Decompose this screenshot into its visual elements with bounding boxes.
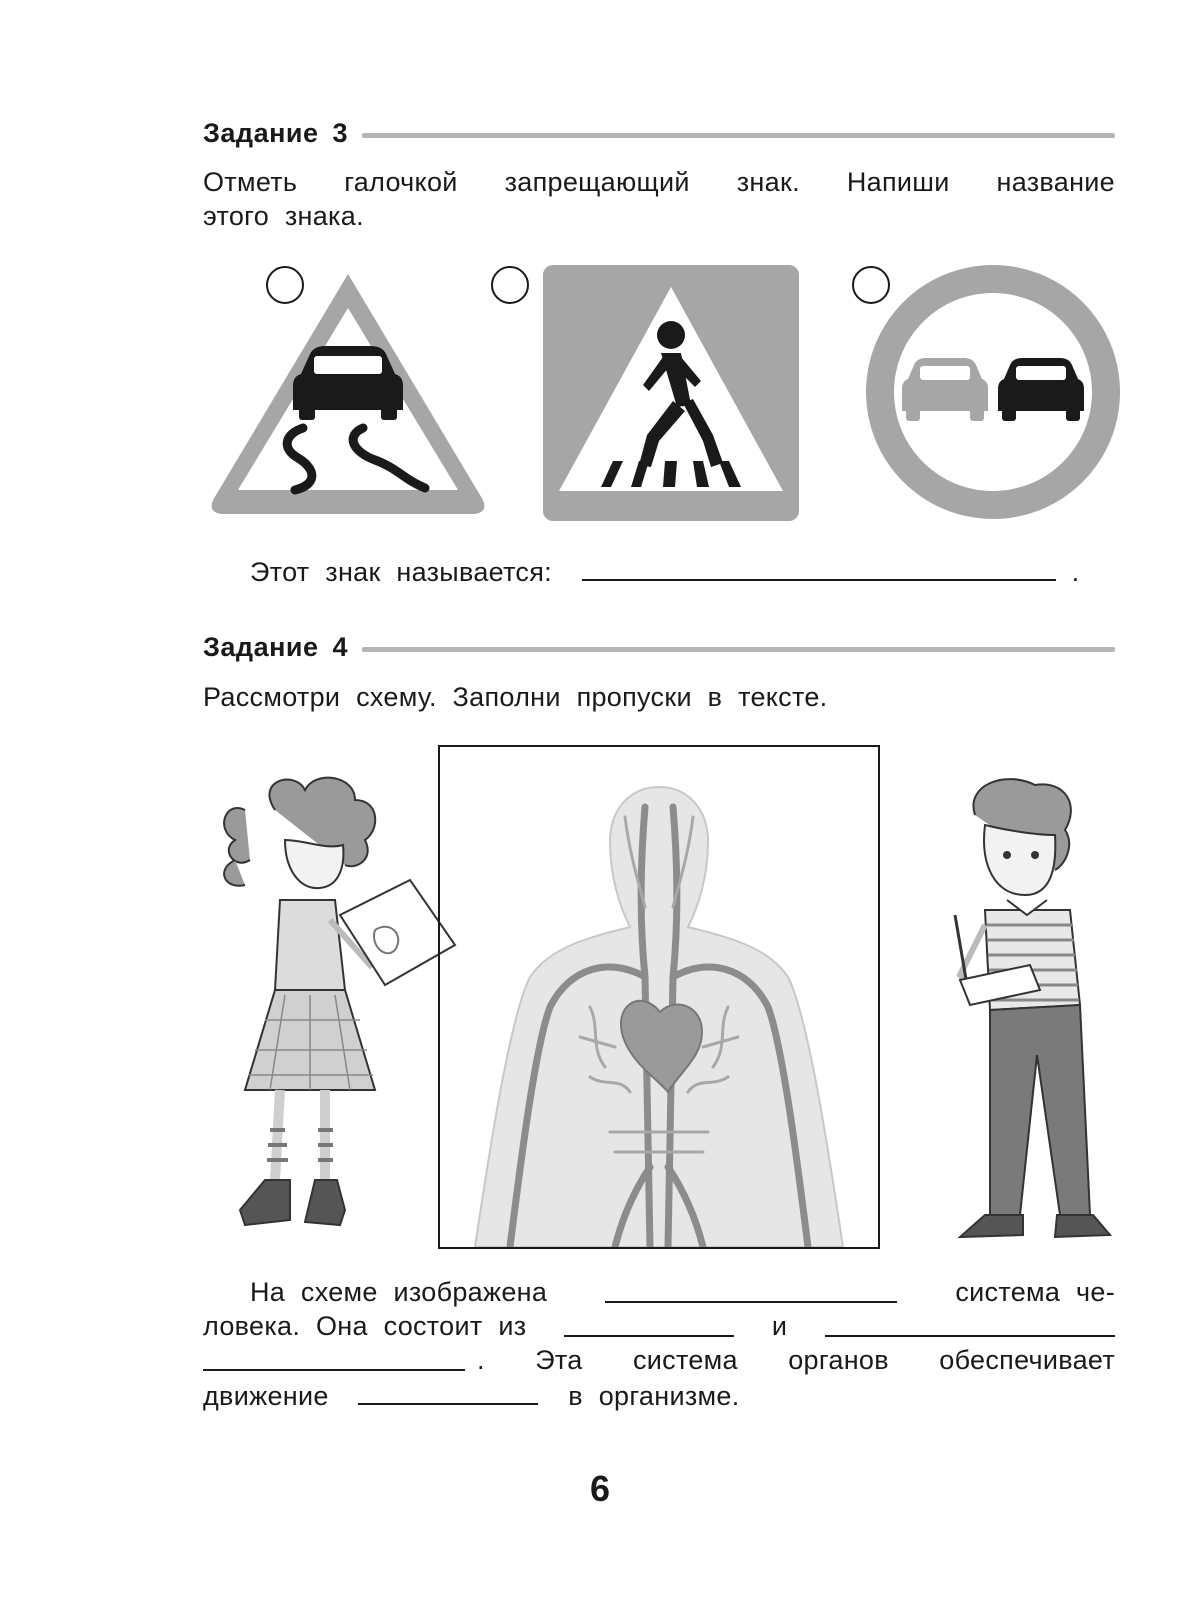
task4-text-l2b: и: [771, 1311, 788, 1341]
task3-heading-rule: [362, 133, 1115, 138]
task4-text-l4a: движение: [203, 1381, 329, 1411]
task3-instruction-line2: этого знака.: [203, 201, 364, 231]
task4-fill-text: [203, 1275, 1115, 1413]
task4-text-line2: [203, 1309, 1115, 1343]
task4-text-l3a: . Эта система органов обеспечивает: [477, 1345, 1115, 1375]
no-overtaking-sign-icon: [864, 263, 1122, 521]
task4-text-l1b: система че-: [955, 1277, 1115, 1307]
task4-heading: [203, 629, 1115, 665]
task4-text-l2a: ловека. Она состоит из: [203, 1311, 527, 1341]
circulatory-system-image: [440, 747, 878, 1247]
task4-text-line4: [203, 1377, 1115, 1413]
task3-heading: [203, 115, 1115, 151]
task3-answer-end: .: [1071, 557, 1080, 587]
slippery-road-sign-icon: [203, 262, 493, 524]
task3-instruction-line1: Отметь галочкой запрещающий знак. Напиши название: [203, 167, 1115, 197]
pedestrian-crossing-sign-icon: [543, 265, 799, 521]
task4-text-line3: [203, 1343, 1115, 1377]
task4-text-line1: [203, 1275, 1115, 1309]
task4-text-l1a: На схеме изображена: [250, 1277, 548, 1307]
task3-answer-row: [250, 553, 1120, 589]
task4-blank-movement[interactable]: [358, 1377, 538, 1405]
task3-instruction: [203, 165, 1115, 233]
girl-with-drawing-illustration: [205, 770, 475, 1256]
task4-blank-part2a[interactable]: [825, 1309, 1115, 1337]
circulatory-system-diagram: [438, 745, 880, 1249]
task4-blank-part1[interactable]: [564, 1309, 734, 1337]
task4-heading-rule: [362, 647, 1115, 652]
task4-text-l4b: в организме.: [568, 1381, 740, 1411]
task4-title: Задание 4: [203, 631, 349, 662]
task3-title: Задание 3: [203, 117, 349, 148]
task4-instruction: Рассмотри схему. Заполни пропуски в тексте.: [203, 682, 828, 712]
task3-answer-blank[interactable]: [582, 553, 1056, 581]
task3-answer-label: Этот знак называется:: [250, 557, 552, 587]
page-number: 6: [589, 1468, 611, 1509]
task4-blank-part2b[interactable]: [203, 1343, 465, 1371]
task4-blank-system-type[interactable]: [605, 1275, 897, 1303]
sign2-checkbox[interactable]: [491, 266, 529, 304]
boy-with-notebook-illustration: [935, 775, 1115, 1255]
